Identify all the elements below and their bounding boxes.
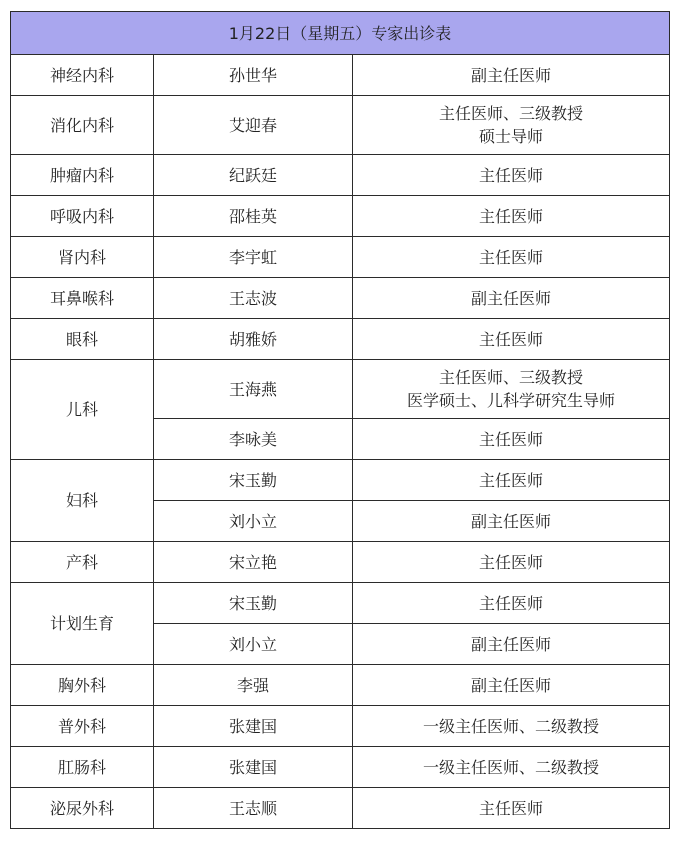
department-cell: 肿瘤内科 (11, 155, 154, 196)
table-row (11, 665, 670, 706)
department-cell: 肾内科 (11, 237, 154, 278)
department-cell: 消化内科 (11, 96, 154, 155)
doctor-title-cell (353, 542, 670, 583)
doctor-title-line: 主任医师 (478, 470, 543, 490)
doctor-title-line: 主任医师 (478, 329, 543, 349)
table-row (11, 155, 670, 196)
doctor-title-cell (353, 278, 670, 319)
table-row (11, 460, 670, 501)
doctor-title-line: 主任医师 (478, 593, 543, 613)
doctor-title-cell (353, 501, 670, 542)
doctor-title-cell (353, 706, 670, 747)
doctor-title-cell (353, 788, 670, 829)
table-row (11, 96, 670, 155)
department-cell: 眼科 (11, 319, 154, 360)
doctor-title-line: 副主任医师 (470, 288, 551, 308)
doctor-title-line: 主任医师 (478, 429, 543, 449)
doctor-title-cell (353, 583, 670, 624)
doctor-title-line: 主任医师、三级教授 (438, 104, 583, 123)
doctor-name-cell: 刘小立 (154, 624, 353, 665)
doctor-title-cell (353, 155, 670, 196)
doctor-name-cell: 王志波 (154, 278, 353, 319)
doctor-title-line: 副主任医师 (470, 511, 551, 531)
table-row (11, 542, 670, 583)
department-cell: 妇科 (11, 460, 154, 542)
doctor-name-cell: 刘小立 (154, 501, 353, 542)
table-row (11, 583, 670, 624)
doctor-name-cell: 张建国 (154, 747, 353, 788)
doctor-title-cell (353, 196, 670, 237)
table-row (11, 278, 670, 319)
table-row (11, 319, 670, 360)
doctor-title-cell (353, 96, 670, 155)
doctor-title-line: 主任医师 (478, 165, 543, 185)
doctor-title-cell (353, 319, 670, 360)
department-cell: 肛肠科 (11, 747, 154, 788)
doctor-title-cell (353, 237, 670, 278)
department-cell: 儿科 (11, 360, 154, 460)
department-cell: 胸外科 (11, 665, 154, 706)
doctor-title-line: 副主任医师 (470, 634, 551, 654)
doctor-name-cell: 张建国 (154, 706, 353, 747)
doctor-title-cell (353, 624, 670, 665)
department-cell: 产科 (11, 542, 154, 583)
doctor-title-line: 一级主任医师、二级教授 (422, 757, 599, 777)
doctor-title-cell (353, 460, 670, 501)
doctor-title-line: 硕士导师 (478, 127, 543, 146)
doctor-name-cell: 李咏美 (154, 419, 353, 460)
table-row (11, 788, 670, 829)
table-row (11, 360, 670, 419)
table-row (11, 747, 670, 788)
schedule-table (10, 11, 670, 829)
department-cell: 计划生育 (11, 583, 154, 665)
doctor-name-cell: 胡雅娇 (154, 319, 353, 360)
doctor-title-line: 医学硕士、儿科学研究生导师 (406, 391, 615, 410)
doctor-title-line: 主任医师 (478, 247, 543, 267)
doctor-name-cell: 孙世华 (154, 55, 353, 96)
doctor-title-line: 副主任医师 (470, 65, 551, 85)
department-cell: 耳鼻喉科 (11, 278, 154, 319)
doctor-title-cell (353, 747, 670, 788)
doctor-name-cell: 艾迎春 (154, 96, 353, 155)
doctor-name-cell: 李强 (154, 665, 353, 706)
doctor-title-cell (353, 419, 670, 460)
doctor-title-line: 副主任医师 (470, 675, 551, 695)
doctor-name-cell: 宋玉勤 (154, 583, 353, 624)
table-row (11, 706, 670, 747)
table-row (11, 196, 670, 237)
doctor-title-cell (353, 665, 670, 706)
doctor-title-line: 主任医师 (478, 552, 543, 572)
schedule-body (11, 55, 670, 829)
department-cell: 呼吸内科 (11, 196, 154, 237)
title-row (11, 12, 670, 55)
table-row (11, 237, 670, 278)
doctor-title-cell (353, 55, 670, 96)
doctor-name-cell: 王海燕 (154, 360, 353, 419)
table-row (11, 55, 670, 96)
doctor-name-cell: 纪跃廷 (154, 155, 353, 196)
doctor-title-line: 一级主任医师、二级教授 (422, 716, 599, 736)
doctor-title-line: 主任医师、三级教授 (438, 368, 583, 387)
doctor-title-line: 主任医师 (478, 206, 543, 226)
doctor-name-cell: 李宇虹 (154, 237, 353, 278)
doctor-title-line: 主任医师 (478, 798, 543, 818)
doctor-name-cell: 宋立艳 (154, 542, 353, 583)
doctor-title-cell (353, 360, 670, 419)
doctor-name-cell: 王志顺 (154, 788, 353, 829)
department-cell: 普外科 (11, 706, 154, 747)
department-cell: 神经内科 (11, 55, 154, 96)
doctor-name-cell: 邵桂英 (154, 196, 353, 237)
department-cell: 泌尿外科 (11, 788, 154, 829)
table-title: 1月22日（星期五）专家出诊表 (11, 12, 670, 55)
doctor-name-cell: 宋玉勤 (154, 460, 353, 501)
